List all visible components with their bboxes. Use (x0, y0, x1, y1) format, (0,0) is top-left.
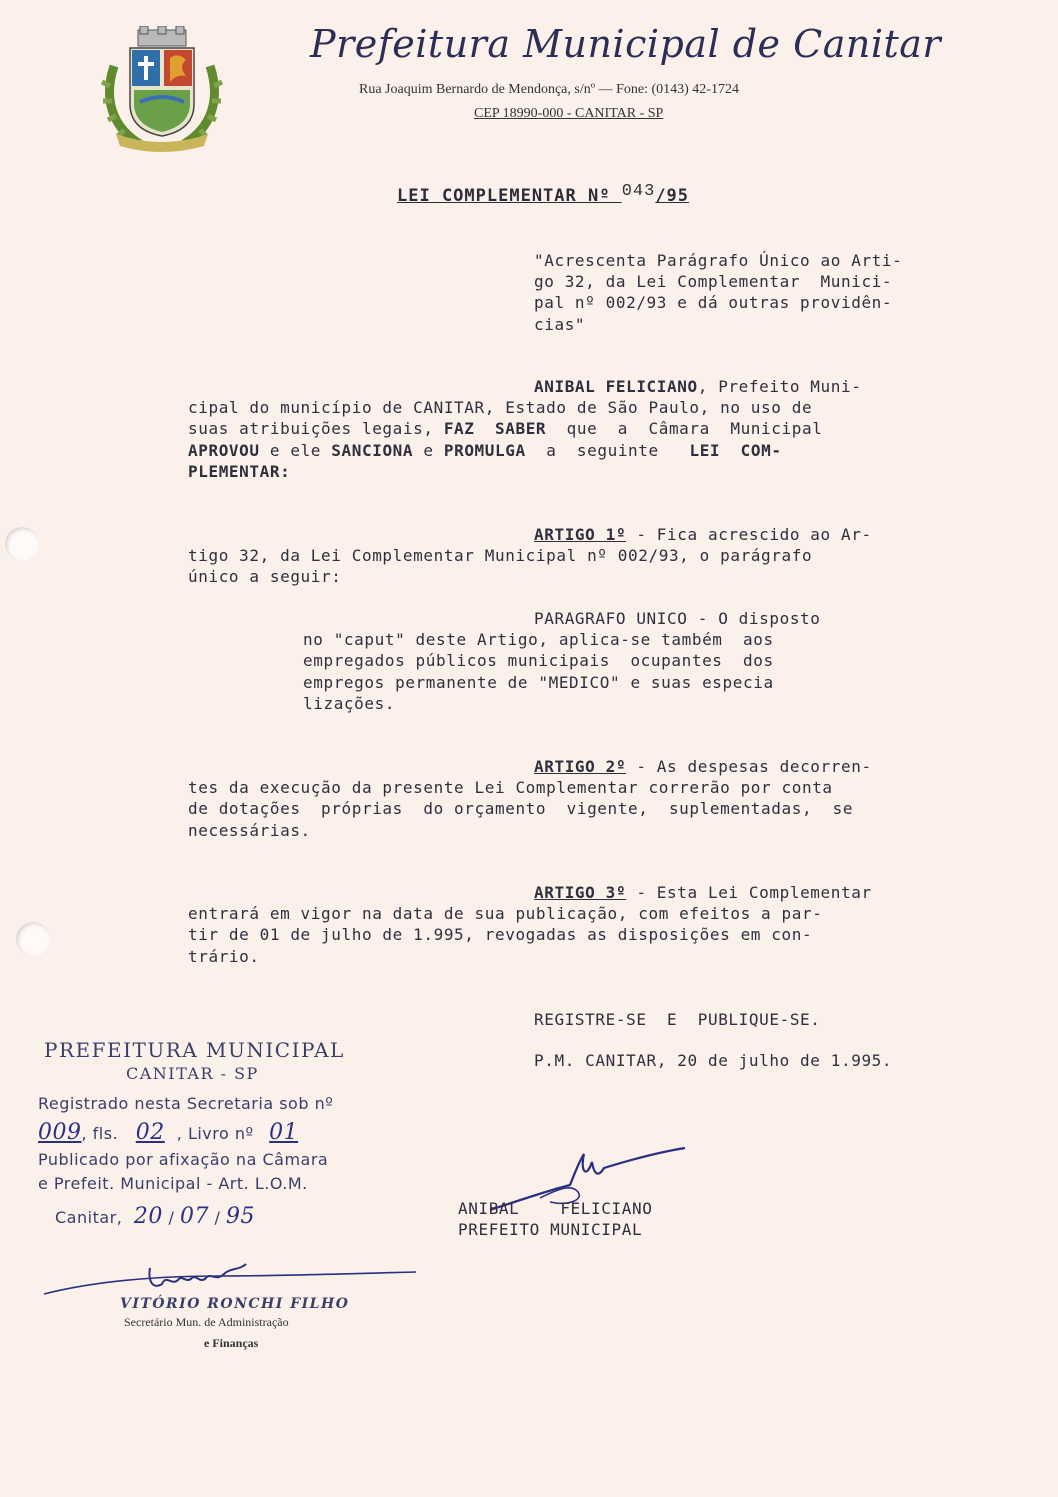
preamble-emphasis: PROMULGA (443, 440, 526, 460)
ementa (534, 250, 902, 335)
preamble-emphasis: FAZ SABER (443, 419, 547, 439)
article-text: necessárias. (188, 820, 311, 840)
punch-hole-bottom (16, 922, 50, 956)
law-number: 043 (621, 182, 656, 201)
preamble-text: suas atribuições legais, (188, 419, 444, 439)
paragraph-text: no "caput" deste Artigo, aplica-se também aos (303, 630, 774, 650)
header-cep: CEP 18990-000 - CANITAR - SP (474, 106, 664, 121)
article-text: tir de 01 de julho de 1.995, revogadas as disposições em con- (188, 925, 813, 945)
preamble-emphasis: SANCIONA (331, 440, 414, 460)
preamble-emphasis: APROVOU (188, 440, 260, 460)
mayor-name: ANIBAL FELICIANO (534, 377, 698, 396)
paragrafo-unico (303, 608, 821, 714)
ementa-line: go 32, da Lei Complementar Munici- (534, 272, 893, 292)
stamp-month: 07 (179, 1204, 209, 1229)
article-1 (188, 524, 872, 588)
preamble-emphasis: LEI COM- (689, 440, 782, 460)
secretary-role: Secretário Mun. de Administração (124, 1315, 289, 1329)
stamp-reg-no: 009 (38, 1120, 82, 1145)
paragraph-text: empregos permanente de "MEDICO" e suas especia (303, 672, 774, 692)
paragraph-text: PARAGRAFO UNICO - O disposto (534, 609, 821, 628)
preamble-text: que a Câmara Municipal (546, 419, 823, 439)
ementa-line: pal nº 002/93 e dá outras providên- (534, 293, 893, 313)
ementa-line: cias" (534, 314, 586, 334)
secretary-name: VITÓRIO RONCHI FILHO (120, 1296, 350, 1312)
article-text: de dotações próprias do orçamento vigente, suplementadas, se (188, 799, 854, 819)
signer-name: ANIBAL FELICIANO (458, 1199, 653, 1218)
stamp-fls: 02 (135, 1120, 165, 1145)
coat-of-arms-logo (100, 26, 224, 152)
article-label: ARTIGO 2º (534, 757, 627, 776)
stamp-day: 20 (133, 1204, 163, 1229)
article-text: - Fica acrescido ao Ar- (626, 525, 872, 544)
article-text: tigo 32, da Lei Complementar Municipal nº 002/93, o parágrafo (188, 546, 813, 566)
stamp-fls-label: , fls. (81, 1124, 119, 1143)
stamp-line-published: Publicado por afixação na Câmara (38, 1150, 329, 1169)
preamble-text: a seguinte (525, 440, 690, 460)
article-text: trário. (188, 946, 260, 966)
preamble-text: cipal do município de CANITAR, Estado de São Paulo, no uso de (188, 398, 813, 418)
law-title-prefix: LEI COMPLEMENTAR Nº (397, 186, 622, 206)
article-2 (188, 756, 872, 841)
preamble-text: e (413, 440, 444, 460)
article-label: ARTIGO 3º (534, 883, 627, 902)
stamp-canitar-label: Canitar, (55, 1208, 123, 1227)
article-3 (188, 882, 872, 967)
ementa-line: "Acrescenta Parágrafo Único ao Arti- (534, 251, 903, 270)
header-address: Rua Joaquim Bernardo de Mendonça, s/nº — Fone: (0143) 42-1724 (359, 82, 739, 97)
article-label: ARTIGO 1º (534, 525, 627, 544)
preamble (188, 376, 861, 482)
article-text: único a seguir: (188, 567, 342, 587)
registre-line: REGISTRE-SE E PUBLIQUE-SE. (534, 1010, 821, 1029)
paragraph-text: empregados públicos municipais ocupantes dos (303, 651, 774, 671)
preamble-text: e ele (259, 440, 332, 460)
stamp-org: PREFEITURA MUNICIPAL (44, 1038, 345, 1062)
stamp-line-registered: Registrado nesta Secretaria sob nº (38, 1094, 334, 1113)
stamp-year: 95 (226, 1204, 256, 1229)
stamp-livro-label: , Livro nº (176, 1124, 254, 1143)
stamp-line-numbers (38, 1120, 298, 1145)
article-text: - As despesas decorren- (626, 757, 872, 776)
stamp-livro: 01 (269, 1120, 299, 1145)
law-year: /95 (655, 186, 690, 206)
paragraph-text: lizações. (303, 693, 396, 713)
article-text: - Esta Lei Complementar (626, 883, 872, 902)
stamp-line-date: Canitar, 20 / 07 / 95 (55, 1204, 256, 1229)
preamble-text: , Prefeito Muni- (697, 377, 862, 396)
signer-role: PREFEITO MUNICIPAL (458, 1220, 643, 1239)
article-text: entrará em vigor na data de sua publicação, com efeitos a par- (188, 904, 823, 924)
article-text: tes da execução da presente Lei Complementar correrão por conta (188, 778, 833, 798)
stamp-line-prefeit: e Prefeit. Municipal - Art. L.O.M. (38, 1174, 308, 1193)
header-title: Prefeitura Municipal de Canitar (310, 22, 942, 66)
stamp-city: CANITAR - SP (126, 1064, 259, 1083)
secretary-signature (40, 1250, 420, 1300)
law-title (397, 182, 690, 207)
preamble-emphasis: PLEMENTAR: (188, 461, 291, 481)
secretary-role-2: e Finanças (204, 1336, 259, 1350)
closing-date: P.M. CANITAR, 20 de julho de 1.995. (534, 1051, 893, 1070)
punch-hole-top (5, 527, 39, 561)
